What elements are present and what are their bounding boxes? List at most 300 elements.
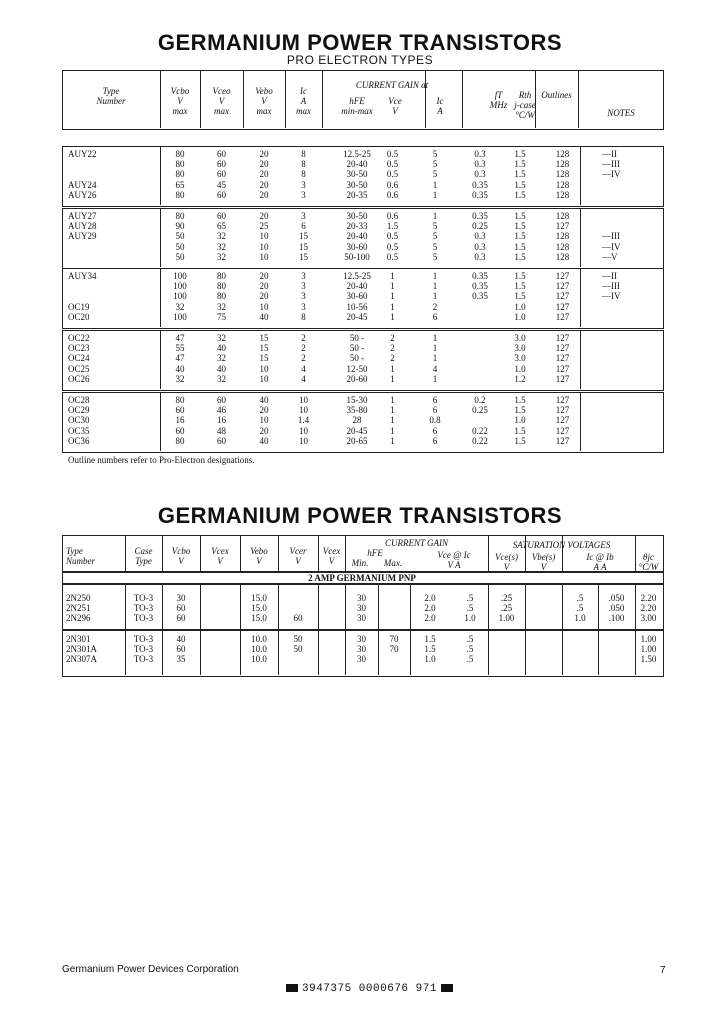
table1-cell: 0.8 [429,415,441,426]
table1-cell: 127 [555,281,570,292]
table1-cell: 2 [301,333,306,343]
table1-cell: 45 [217,179,226,190]
type-number: AUY24 [68,179,97,190]
type-number: OC20 [68,311,90,322]
table1-cell: 3 [301,291,306,302]
header-gain-ic: Ic A [436,96,444,116]
table1-cell: 127 [555,425,570,436]
column-divider [200,583,201,629]
header-vcex2: Vcex V [322,546,341,566]
table1-cell: 1.5 [514,291,526,302]
table2-cell: 30 [357,613,366,623]
type-number: OC19 [68,301,90,312]
table1-cell: 128 [555,189,570,200]
table1-cell: 2 [432,301,438,312]
table2-cell: 1.5 [424,634,436,644]
table1-cell: 40 [259,311,269,322]
table1-cell: 32 [217,231,226,242]
header-current-gain: CURRENT GAIN at [355,80,429,90]
table1-cell: 1 [432,211,438,221]
table1-cell: 60 [217,211,226,221]
table1-cell: —V [602,251,618,262]
table1-cell: 30-50 [346,179,368,190]
table1-cell: 1 [390,435,395,446]
table1-cell: 40 [259,435,269,446]
table1-cell: 0.35 [472,179,488,190]
table2-cell: 2.0 [424,593,436,603]
table1-cell: 127 [555,435,570,446]
table1-cell: 50 [175,251,185,262]
table1-cell: 0.22 [472,435,488,446]
table1-cell: 10 [259,373,269,384]
table1-cell: 80 [175,189,185,200]
header-vcbo: Vcbo V max [170,86,190,116]
header-hfe: hFE min-max [341,96,373,116]
header-theta: θjc °C/W [638,552,659,572]
table1-cell: 2 [390,343,395,354]
table1-cell: 100 [173,271,187,281]
table2-cell: 30 [357,593,366,603]
header-vcesat: Vce(s) V [495,552,518,572]
column-divider [318,583,319,629]
table1-cell: 1 [390,425,395,436]
table1-cell: 1 [390,373,395,384]
column-divider [200,629,201,675]
column-divider [578,70,579,128]
table1-cell: 0.5 [386,169,399,180]
table1-cell: 50 - [349,353,365,364]
table1-cell: 15 [259,343,269,354]
table2-cell: 2.0 [424,613,436,623]
table1-cell: 2 [390,353,395,364]
table1-cell: 20 [259,189,269,200]
table1-cell: 3 [301,179,306,190]
table1-cell: 20-60 [346,373,368,384]
table1-cell: 20-40 [346,231,368,242]
table1-cell: 20 [259,169,269,180]
table1-cell: 6 [432,435,438,446]
table2-cell: 10.0 [251,634,267,644]
table1-cell: 1.5 [514,405,526,416]
table1-cell: 128 [555,159,570,170]
company-name: Germanium Power Devices Corporation [62,964,239,975]
table1-cell: 1.5 [514,241,526,252]
table1-cell: 5 [432,241,438,252]
table1-cell: 5 [432,251,438,262]
table1-cell: 1.5 [514,149,526,159]
table1-cell: 20-65 [346,435,368,446]
table2-cell: 35 [176,654,186,664]
table2-cell: TO-3 [133,634,154,644]
table1-cell: 0.25 [472,221,488,232]
table2-cell: 40 [176,634,186,644]
table1-cell: 1 [390,301,395,312]
table1-cell: 20-45 [346,311,368,322]
table1-cell: 127 [555,405,570,416]
header-min: Min. [351,558,369,568]
table1-cell: 0.5 [386,241,399,252]
table1-cell: 127 [555,395,570,405]
type-number: AUY22 [68,149,97,159]
table1-cell: 3.0 [514,333,526,343]
header-type: Type Number [66,546,95,566]
barcode-line [282,983,457,995]
table1-cell: 5 [432,169,438,180]
table1-cell: 1.5 [514,231,526,242]
table1-cell: 60 [217,149,226,159]
table1-cell: 1 [432,189,438,200]
table1-cell: 0.3 [474,169,486,180]
table1-cell: 20 [259,291,269,302]
header-hfe: hFE [367,548,383,558]
table2-cell: 70 [389,634,399,644]
table2-cell: .050 [608,603,625,613]
table1-cell: 20-45 [346,425,368,436]
table1-cell: 60 [175,425,185,436]
type-number: OC23 [68,343,90,354]
table1-cell: 8 [301,169,306,180]
table2-cell: .050 [608,593,625,603]
table1-cell: 32 [175,301,185,312]
header-vebo: Vebo V max [255,86,273,116]
table1-cell: 0.6 [386,211,399,221]
table1-cell: 40 [217,343,226,354]
table1-cell: 40 [175,363,185,374]
table1-cell: 6 [432,405,438,416]
table1-cell: 1 [390,405,395,416]
table1-cell: 10 [259,241,269,252]
table1-cell: 8 [301,311,306,322]
table2-cell: 2.0 [424,603,436,613]
header-vbesat: Vbe(s) V [531,552,556,572]
table1-cell: 3 [301,271,306,281]
table2-cell: TO-3 [133,593,154,603]
table1-cell: 127 [555,311,570,322]
table1-cell: 127 [555,373,570,384]
header-ic-ib: Ic @ Ib A A [586,552,614,572]
table1-cell: 0.6 [386,189,399,200]
type-number: OC35 [68,425,90,436]
type-number: AUY27 [68,211,97,221]
table1-cell: 20 [259,179,269,190]
table1-cell: 75 [217,311,226,322]
table2-cell: 30 [357,603,366,613]
table1-cell: 20 [259,149,269,159]
table1-cell: 128 [555,169,570,180]
table1-cell: 5 [432,231,438,242]
table1-cell: 1 [432,333,438,343]
table1-cell: 0.3 [474,251,486,262]
table1-cell: 0.5 [386,231,399,242]
table2-cell: 1.0 [464,613,476,623]
table2-cell: 1.00 [498,613,515,623]
table2-cell: 2.20 [640,593,657,603]
table1-cell: 0.35 [472,291,488,302]
header-rth: Rth j-case °C/W [514,90,536,120]
table1-cell: 0.35 [472,281,488,292]
table1-cell: 1.5 [514,281,526,292]
type-number: 2N250 [66,593,91,603]
type-number: OC25 [68,363,90,374]
table2-cell: 30 [176,593,186,603]
table1-cell: 32 [217,353,226,364]
table1-cell: 30-50 [346,169,368,180]
table1-cell: 1.5 [514,435,526,446]
table1-cell: 4 [301,373,306,384]
column-divider [318,629,319,675]
table1-cell: 10 [259,301,269,312]
table1-cell: 65 [217,221,226,232]
catalog-code: 3947375 0000676 971 [302,983,437,995]
table1-cell: 80 [217,281,226,292]
table1-cell: 20-40 [346,281,368,292]
table1-cell: 1.5 [514,395,526,405]
table1-cell: 60 [217,395,226,405]
table1-cell: 10 [299,405,308,416]
table2-cell: 60 [176,613,186,623]
table1-cell: 1.5 [514,159,526,170]
table1-cell: 2 [301,343,306,354]
table1-cell: 128 [555,211,570,221]
table1-cell: 32 [217,301,226,312]
table1-cell: 60 [175,405,185,416]
table2-cell: .5 [576,603,584,613]
table1-cell: 80 [175,211,185,221]
table2-cell: TO-3 [133,603,154,613]
table1-cell: 50 [175,241,185,252]
table1-cell: 0.5 [386,149,399,159]
table1-cell: 60 [217,159,226,170]
table1-cell: 8 [301,159,306,170]
type-number: 2N251 [66,603,91,613]
header-current-gain: CURRENT GAIN [384,538,449,548]
table1-cell: 25 [259,221,269,232]
table1-cell: 10 [259,251,269,262]
table1-cell: 127 [555,271,570,281]
table1-cell: 1 [432,291,438,302]
header-vebo: Vebo V [250,546,268,566]
table2-cell: .25 [500,593,513,603]
table2-cell: .25 [500,603,513,613]
table1-cell: 0.5 [386,251,399,262]
header-max: Max. [383,558,403,568]
table1-cell: 20 [259,271,269,281]
table1-cell: 6 [432,395,438,405]
table1-cell: 80 [175,435,185,446]
table2-cell: TO-3 [133,613,154,623]
table1-cell: 46 [217,405,226,416]
table1-cell: 127 [555,333,570,343]
table2-cell: 2.20 [640,603,657,613]
table1-cell: 1 [432,373,438,384]
table1-cell: 4 [301,363,306,374]
table2-cell: 1.5 [424,644,436,654]
table2-cell: 1.00 [640,644,657,654]
table1-cell: 127 [555,221,570,232]
table1-cell: 1.5 [514,425,526,436]
table1-cell: 1.5 [514,189,526,200]
table1-cell: —III [602,281,620,292]
table1-cell: 6 [432,425,438,436]
header-vcex: Vcex V [211,546,229,566]
type-number: AUY29 [68,231,97,242]
table1-cell: 10 [299,425,308,436]
header-vce: Vce V [388,96,402,116]
table1-cell: 0.6 [386,179,399,190]
table1-cell: —II [602,149,617,159]
table2-cell: 10.0 [251,654,267,664]
table1-title: GERMANIUM POWER TRANSISTORS [157,30,563,55]
table1-cell: 0.22 [472,425,488,436]
table1-cell: 60 [217,189,226,200]
table1-cell: 48 [217,425,226,436]
table1-cell: 15 [259,333,269,343]
table2-cell: 15.0 [251,593,267,603]
table1-cell: 40 [259,395,269,405]
table1-cell: 1 [432,343,438,354]
table1-cell: 32 [217,373,226,384]
section-label: 2 AMP GERMANIUM PNP [308,573,416,583]
table1-cell: 0.35 [472,271,488,281]
table1-cell: 16 [175,415,185,426]
table1-cell: 100 [173,291,187,302]
table1-cell: 15 [299,241,308,252]
table1-cell: 2 [301,353,306,364]
table1-cell: 3 [301,189,306,200]
type-number: OC26 [68,373,90,384]
table1-cell: 50 - [349,343,365,354]
table1-cell: 0.5 [386,159,399,170]
table2-cell: TO-3 [133,644,154,654]
table1-cell: 16 [217,415,226,426]
table2-cell: .5 [466,644,474,654]
table1-cell: 30-60 [346,291,368,302]
table1-cell: 10 [259,415,269,426]
table1-cell: 80 [175,159,185,170]
table1-cell: 1 [390,415,395,426]
table1-cell: 3 [301,281,306,292]
header-vce-ic: Vce @ Ic V A [437,550,471,570]
table1-cell: 12.5-25 [343,271,371,281]
column-divider [562,629,563,675]
column-divider [525,629,526,675]
table1-cell: —IV [602,169,621,180]
table1-cell: 15 [299,251,308,262]
table1-cell: 127 [555,353,570,364]
table1-cell: 128 [555,241,570,252]
column-divider [488,629,489,675]
table2-title: GERMANIUM POWER TRANSISTORS [157,503,563,528]
type-number: OC29 [68,405,90,416]
table1-cell: 1 [390,271,395,281]
table1-cell: 1.0 [514,415,526,426]
table2-cell: 1.00 [640,634,657,644]
table1-cell: 20-35 [346,189,368,200]
header-vcbo: Vcbo V [171,546,191,566]
type-number: OC30 [68,415,90,426]
table1-cell: 47 [175,333,185,343]
table1-cell: 127 [555,363,570,374]
table1-cell: 1.5 [514,179,526,190]
table1-subtitle: PRO ELECTRON TYPES [286,53,434,67]
table1-cell: 32 [217,251,226,262]
table1-cell: 15 [299,231,308,242]
table1-cell: —II [602,271,617,281]
table1-cell: 1 [390,395,395,405]
table1-cell: 6 [301,221,306,232]
type-number: 2N301A [66,644,97,654]
table1-cell: 4 [432,363,438,374]
table2-cell: TO-3 [133,654,154,664]
table1-cell: 1 [432,353,438,364]
table2-cell: 15.0 [251,603,267,613]
table1-cell: 127 [555,291,570,302]
table2-cell: 1.0 [574,613,586,623]
table1-cell: 30-50 [346,211,368,221]
table2-cell: 30 [357,654,366,664]
table1-cell: 3.0 [514,343,526,354]
table1-cell: 1 [432,271,438,281]
table1-cell: 1 [390,363,395,374]
table1-cell: 20 [259,211,269,221]
table2-cell: 1.0 [424,654,436,664]
table1-cell: 1 [432,179,438,190]
table1-cell: 20-33 [346,221,368,232]
table2-cell: 30 [357,644,366,654]
table1-cell: 2 [390,333,395,343]
type-number: OC22 [68,333,90,343]
table1-cell: 3 [301,211,306,221]
table1-cell: 5 [432,221,438,232]
table1-cell: 90 [175,221,185,232]
table1-cell: 32 [175,373,185,384]
table1-cell: 10 [299,395,308,405]
table1-cell: 0.3 [474,231,486,242]
table2-cell: 60 [176,644,186,654]
table2-cell: .5 [466,654,474,664]
table1-cell: 15-30 [346,395,368,405]
table1-cell: 20-40 [346,159,368,170]
type-number: 2N307A [66,654,97,664]
table1-cell: —IV [602,291,621,302]
table2-cell: 50 [293,644,303,654]
table2-cell: 1.50 [640,654,657,664]
table1-cell: 3.0 [514,353,526,364]
table1-cell: 15 [259,353,269,364]
table1-cell: 1.5 [514,169,526,180]
table1-cell: 80 [217,291,226,302]
table1-cell: 30-60 [346,241,368,252]
table1-cell: 1.5 [514,211,526,221]
table1-cell: 128 [555,149,570,159]
table1-cell: 20 [259,281,269,292]
type-number: OC28 [68,395,90,405]
table1-cell: —IV [602,241,621,252]
table1-cell: 1.0 [514,311,526,322]
table1-cell: 40 [217,363,226,374]
table1-cell: 0.3 [474,159,486,170]
table1-cell: 5 [432,159,438,170]
table1-cell: 3 [301,301,306,312]
header-notes: NOTES [607,108,635,118]
type-number: AUY28 [68,221,97,232]
table1-cell: 80 [217,271,226,281]
table2-cell: 70 [389,644,399,654]
table1-cell: 127 [555,343,570,354]
table1-cell: 5 [432,149,438,159]
table1-cell: 60 [217,435,226,446]
table1-cell: 8 [301,149,306,159]
